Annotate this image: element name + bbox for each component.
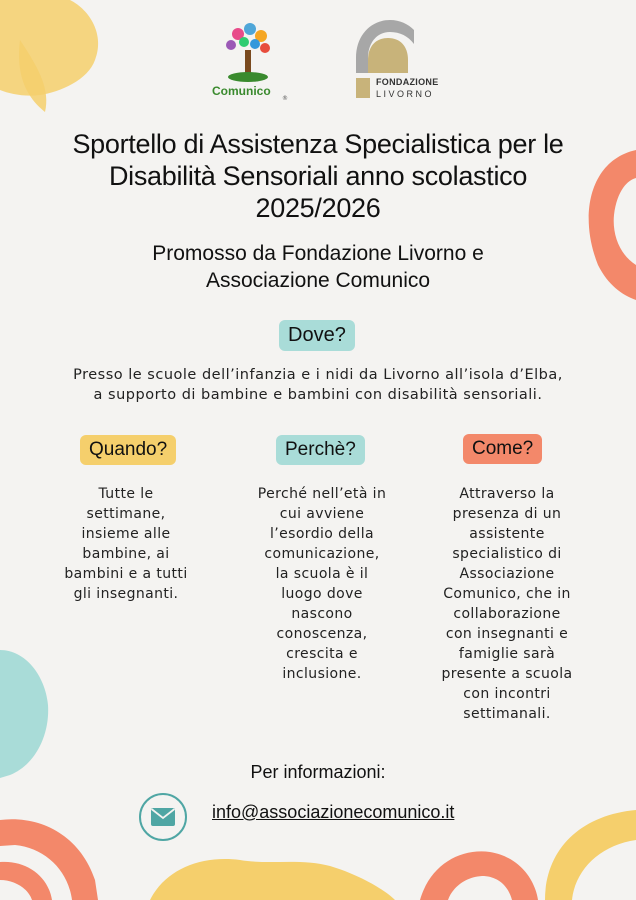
text-line: Associazione	[459, 566, 555, 582]
coral-arc-bottom-right	[420, 851, 538, 900]
yellow-blob-top-left	[0, 0, 98, 96]
text-line: bambini e a tutti	[64, 566, 188, 582]
email-link[interactable]: info@associazionecomunico.it	[212, 802, 455, 822]
come-text	[428, 484, 586, 724]
subtitle	[0, 240, 636, 294]
title-line-1: Sportello di Assistenza Specialistica per le	[72, 129, 564, 159]
fondazione-logo-line2: LIVORNO	[376, 89, 435, 99]
text-line: l’esordio della	[270, 526, 374, 542]
text-line: collaborazione	[453, 606, 561, 622]
coral-rainbow-bottom-left	[0, 819, 98, 900]
yellow-rainbow-bottom-right	[545, 810, 636, 900]
come-heading: Come?	[463, 434, 542, 464]
text-line: crescita e	[286, 646, 358, 662]
text-line: nascono	[291, 606, 353, 622]
comunico-logo-text: Comunico	[212, 84, 271, 98]
text-line: assistente	[469, 526, 545, 542]
text-line: con insegnanti e	[445, 626, 569, 642]
text-line: gli insegnanti.	[73, 586, 179, 602]
dove-text-line-1: Presso le scuole dell’infanzia e i nidi da Livorno all’isola d’Elba,	[73, 367, 563, 383]
subtitle-line-1: Promosso da Fondazione Livorno e	[152, 242, 484, 265]
dove-text	[0, 365, 636, 405]
text-line: settimanali.	[463, 706, 551, 722]
quando-text	[50, 484, 202, 604]
dove-text-line-2: a supporto di bambine e bambini con disabilità sensoriali.	[93, 387, 543, 403]
text-line: cui avviene	[279, 506, 365, 522]
text-line: Attraverso la	[459, 486, 555, 502]
page-title	[0, 128, 636, 224]
text-line: specialistico di	[452, 546, 562, 562]
text-line: presente a scuola	[441, 666, 573, 682]
teal-blob-left	[0, 650, 48, 778]
text-line: la scuola è il	[275, 566, 369, 582]
text-line: settimane,	[86, 506, 166, 522]
perche-heading: Perchè?	[276, 435, 365, 465]
text-line: bambine, ai	[82, 546, 170, 562]
text-line: inclusione.	[282, 666, 362, 682]
subtitle-line-2: Associazione Comunico	[205, 269, 431, 292]
text-line: comunicazione,	[264, 546, 380, 562]
text-line: conoscenza,	[276, 626, 368, 642]
text-line: Perché nell’età in	[257, 486, 387, 502]
title-line-3: 2025/2026	[255, 193, 381, 223]
fondazione-livorno-logo	[354, 18, 416, 100]
perche-text	[244, 484, 400, 684]
registered-mark: ®	[282, 95, 288, 102]
dove-heading: Dove?	[279, 320, 355, 351]
info-label: Per informazioni:	[250, 762, 386, 782]
comunico-logo	[218, 22, 278, 82]
text-line: insieme alle	[81, 526, 171, 542]
coral-rainbow-inner	[0, 862, 52, 900]
envelope-icon	[150, 807, 176, 827]
text-line: con incontri	[463, 686, 551, 702]
text-line: Comunico, che in	[443, 586, 571, 602]
text-line: luogo dove	[281, 586, 363, 602]
text-line: Tutte le	[98, 486, 154, 502]
yellow-blob-bottom	[150, 859, 395, 900]
title-line-2: Disabilità Sensoriali anno scolastico	[108, 161, 528, 191]
yellow-leaf-top-left	[19, 40, 46, 112]
text-line: famiglie sarà	[458, 646, 556, 662]
text-line: presenza di un	[452, 506, 562, 522]
quando-heading: Quando?	[80, 435, 176, 465]
mail-icon[interactable]	[139, 793, 187, 841]
fondazione-logo-line1: FONDAZIONE	[376, 77, 439, 87]
